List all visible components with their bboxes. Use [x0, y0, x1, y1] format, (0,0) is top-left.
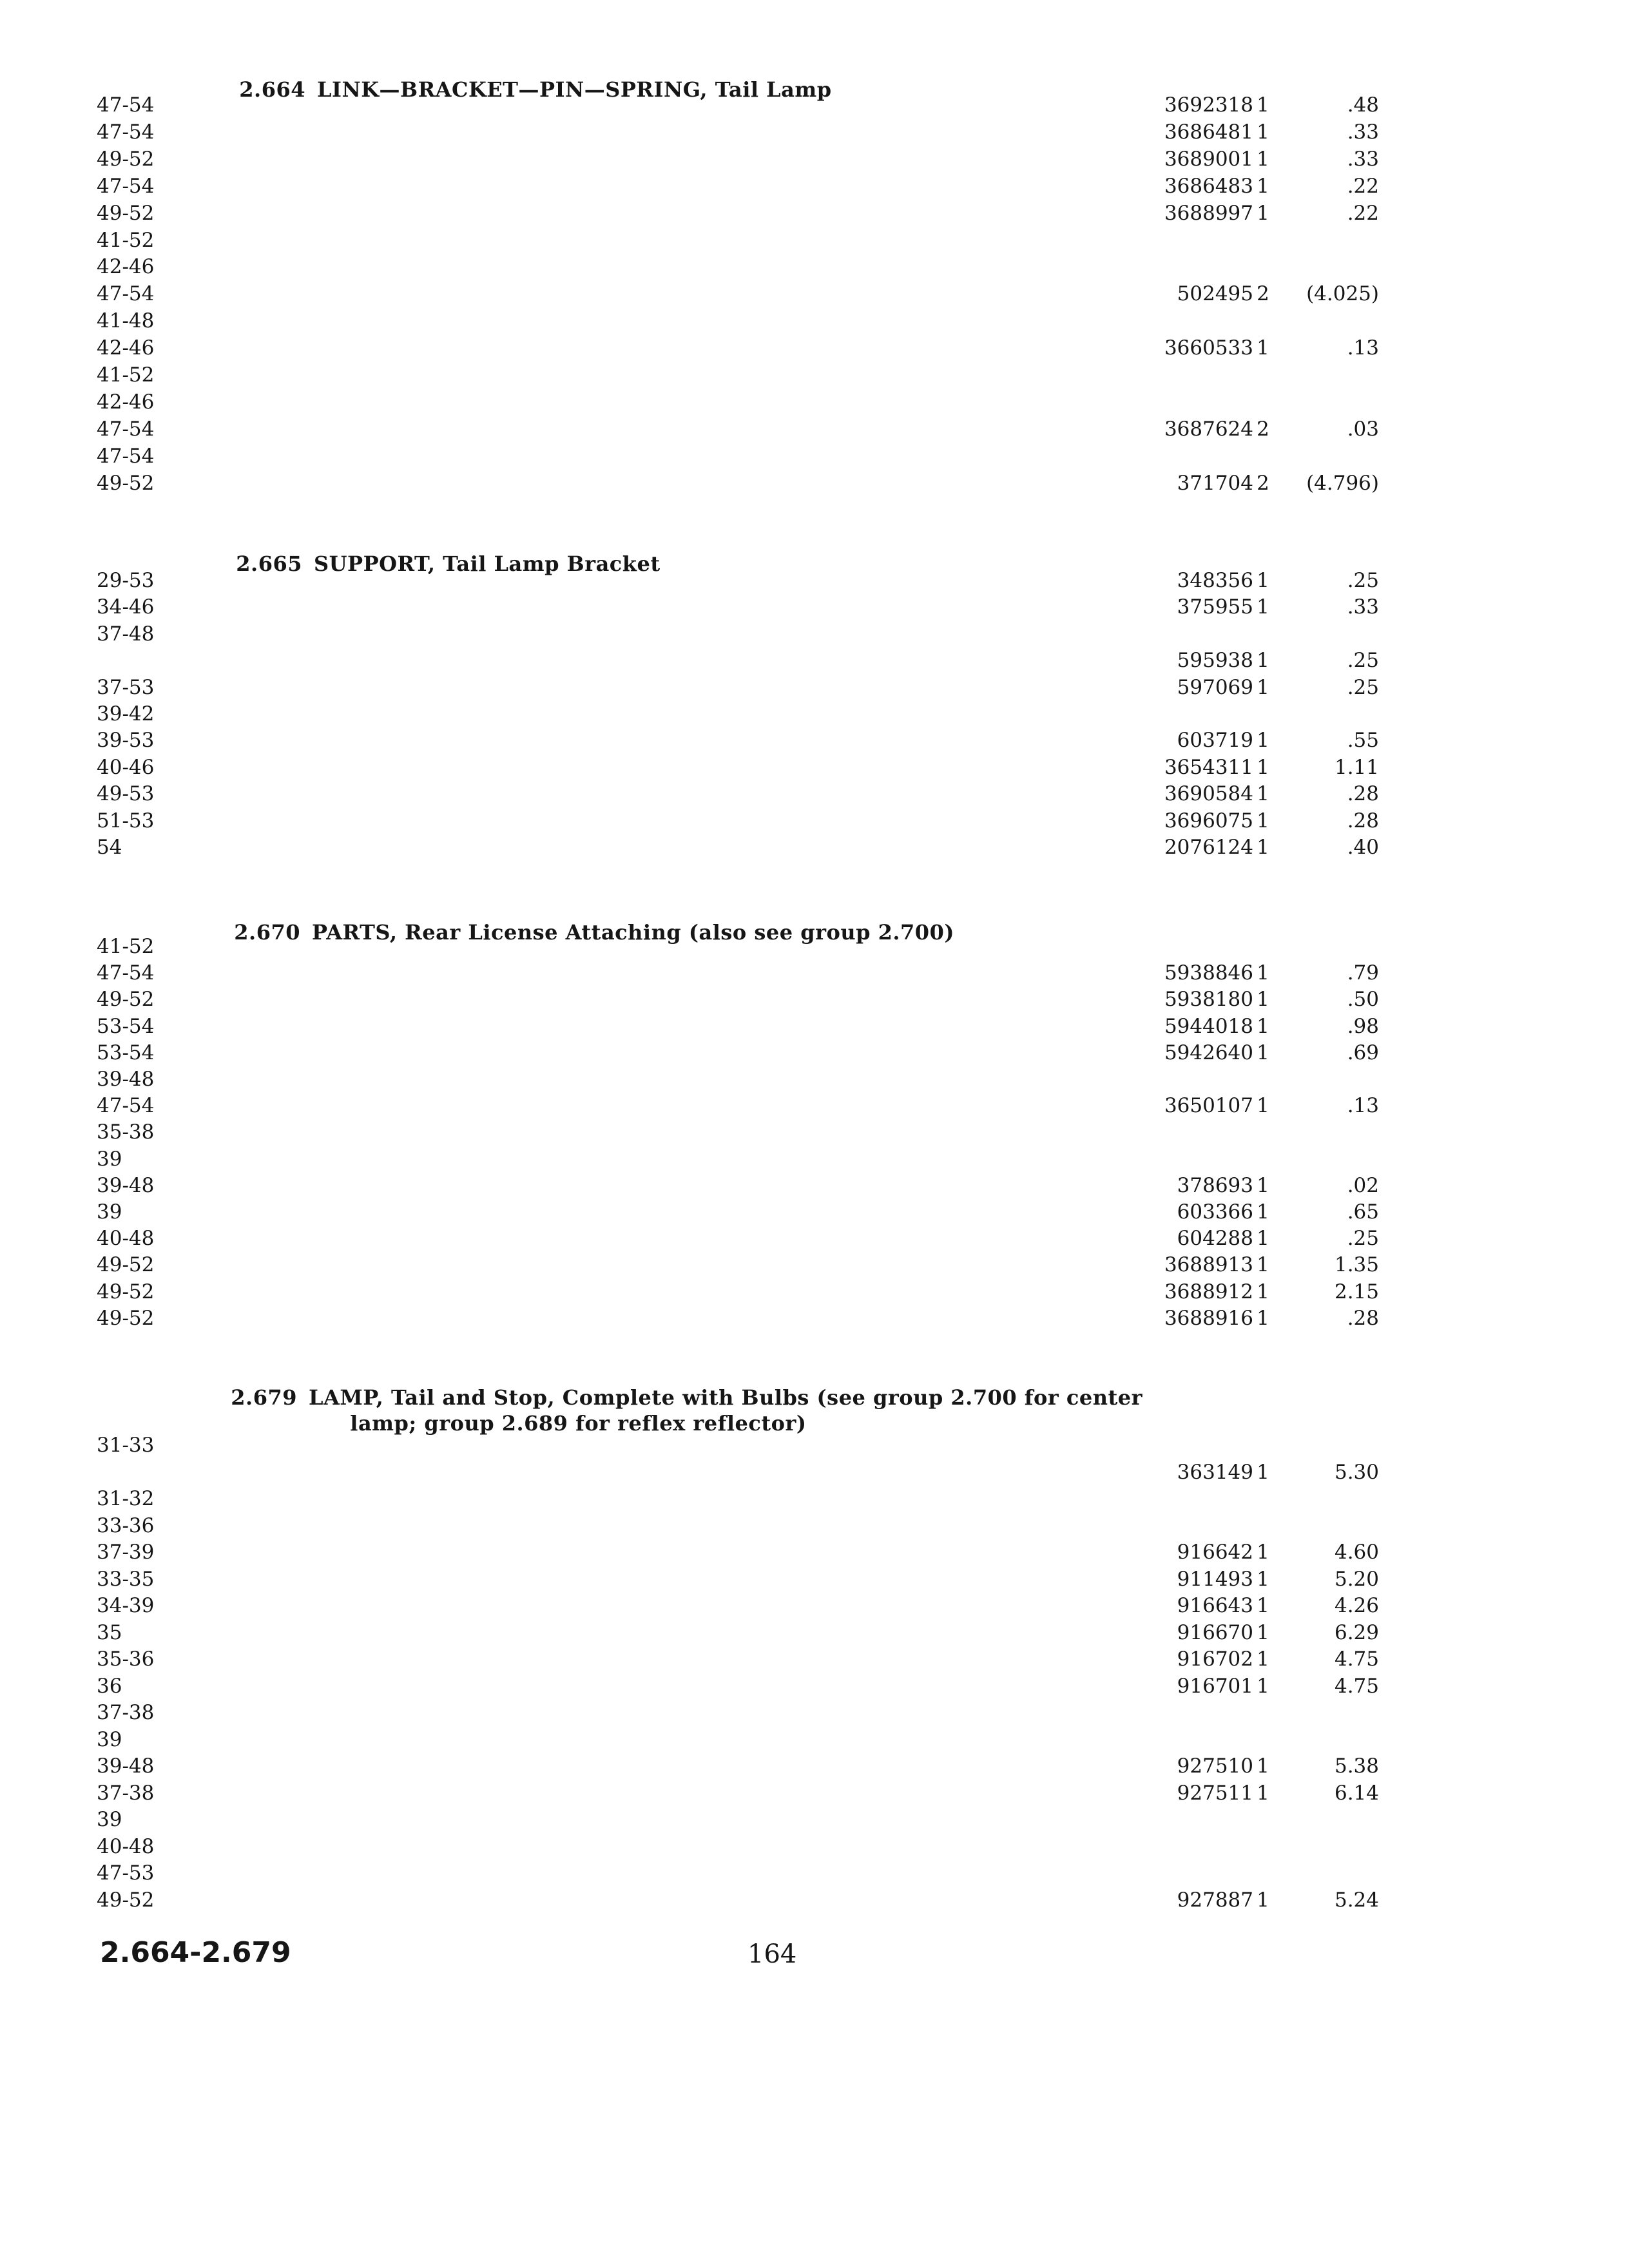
- model-years: 40-48: [97, 1227, 155, 1250]
- part-number: 3650107: [1164, 1094, 1253, 1117]
- table-row: [0, 1833, 1629, 1860]
- model-years: 39-42: [97, 702, 155, 726]
- section-heading: LAMP, Tail and Stop, Complete with Bulbs (see group 2.700 for center: [308, 1385, 1142, 1410]
- table-row: [0, 146, 1629, 173]
- table-row: [0, 1459, 1629, 1486]
- table-row: [0, 1172, 1629, 1199]
- table-row: [0, 1251, 1629, 1278]
- part-number: 3686481: [1164, 120, 1253, 144]
- model-years: 39-53: [97, 729, 155, 752]
- part-number: 916642: [1177, 1541, 1253, 1564]
- quantity: 1: [1257, 336, 1269, 360]
- quantity: 1: [1257, 1307, 1269, 1330]
- table-row: [0, 470, 1629, 497]
- price: 5.30: [1334, 1461, 1379, 1484]
- model-years: 51-53: [97, 809, 155, 832]
- price: .03: [1347, 418, 1379, 441]
- model-years: 47-54: [97, 282, 155, 305]
- section-number: 2.679: [231, 1385, 297, 1410]
- table-row: [0, 1646, 1629, 1673]
- model-years: 35: [97, 1621, 122, 1644]
- model-years: 39-48: [97, 1068, 155, 1091]
- table-row: [0, 1013, 1629, 1040]
- section-number: 2.664: [239, 77, 305, 102]
- table-row: [0, 227, 1629, 254]
- quantity: 1: [1257, 649, 1269, 672]
- table-row: [0, 1539, 1629, 1566]
- model-years: 49-52: [97, 148, 155, 171]
- part-number: 3654311: [1164, 756, 1253, 779]
- model-years: 47-54: [97, 418, 155, 441]
- model-years: 53-54: [97, 1015, 155, 1038]
- table-row: [0, 253, 1629, 280]
- table-row: [0, 1146, 1629, 1173]
- price: .69: [1347, 1041, 1379, 1064]
- price: 2.15: [1334, 1280, 1379, 1303]
- price: .50: [1347, 988, 1379, 1011]
- table-row: [0, 361, 1629, 389]
- price: .22: [1347, 202, 1379, 225]
- model-years: 49-52: [97, 202, 155, 225]
- table-row: [0, 647, 1629, 674]
- table-row: [0, 389, 1629, 416]
- table-row: [0, 1432, 1629, 1459]
- part-number: 371704: [1177, 472, 1253, 495]
- model-years: 39: [97, 1728, 122, 1751]
- table-row: [0, 834, 1629, 861]
- table-row: [0, 1485, 1629, 1512]
- table-row: [0, 754, 1629, 781]
- part-number: 3696075: [1164, 809, 1253, 832]
- quantity: 1: [1257, 1280, 1269, 1303]
- price: 4.26: [1334, 1594, 1379, 1617]
- model-years: 47-53: [97, 1861, 155, 1885]
- price: .25: [1347, 1227, 1379, 1250]
- table-row: [0, 1566, 1629, 1593]
- part-number: 3688912: [1164, 1280, 1253, 1303]
- table-row: [0, 1512, 1629, 1539]
- table-row: [0, 1119, 1629, 1146]
- part-number: 916643: [1177, 1594, 1253, 1617]
- quantity: 1: [1257, 1648, 1269, 1671]
- table-row: [0, 173, 1629, 200]
- table-row: [0, 280, 1629, 307]
- table-row: [0, 674, 1629, 701]
- model-years: 41-52: [97, 935, 155, 958]
- model-years: 40-48: [97, 1835, 155, 1858]
- part-number: 3688913: [1164, 1253, 1253, 1276]
- part-number: 3660533: [1164, 336, 1253, 360]
- model-years: 34-46: [97, 595, 155, 619]
- model-years: 39: [97, 1200, 122, 1224]
- price: .79: [1347, 961, 1379, 985]
- price: 5.24: [1334, 1888, 1379, 1912]
- table-row: [0, 700, 1629, 727]
- model-years: 49-52: [97, 1888, 155, 1912]
- part-number: 597069: [1177, 676, 1253, 699]
- section-number: 2.670: [234, 920, 300, 945]
- quantity: 1: [1257, 756, 1269, 779]
- model-years: 41-52: [97, 229, 155, 252]
- part-number: 3686483: [1164, 175, 1253, 198]
- quantity: 1: [1257, 595, 1269, 619]
- price: .98: [1347, 1015, 1379, 1038]
- model-years: 41-48: [97, 309, 155, 332]
- table-row: [0, 91, 1629, 119]
- page-number: 164: [747, 1939, 797, 1969]
- model-years: 39: [97, 1808, 122, 1831]
- price: .13: [1347, 336, 1379, 360]
- price: .65: [1347, 1200, 1379, 1224]
- table-row: [0, 986, 1629, 1013]
- model-years: 39: [97, 1148, 122, 1171]
- section-number: 2.665: [236, 552, 302, 576]
- quantity: 1: [1257, 1200, 1269, 1224]
- model-years: 35-38: [97, 1120, 155, 1144]
- model-years: 49-52: [97, 1307, 155, 1330]
- price: (4.796): [1306, 472, 1379, 495]
- model-years: 42-46: [97, 255, 155, 278]
- price: 4.75: [1334, 1675, 1379, 1698]
- table-row: [0, 959, 1629, 986]
- quantity: 1: [1257, 1675, 1269, 1698]
- price: .28: [1347, 782, 1379, 805]
- table-row: [0, 1619, 1629, 1646]
- quantity: 1: [1257, 836, 1269, 859]
- quantity: 1: [1257, 175, 1269, 198]
- quantity: 1: [1257, 1094, 1269, 1117]
- model-years: 37-38: [97, 1701, 155, 1724]
- table-row: [0, 119, 1629, 146]
- price: (4.025): [1306, 282, 1379, 305]
- price: .55: [1347, 729, 1379, 752]
- model-years: 54: [97, 836, 122, 859]
- table-row: [0, 1887, 1629, 1914]
- price: .28: [1347, 809, 1379, 832]
- group-range-footer: 2.664-2.679: [100, 1936, 291, 1969]
- quantity: 1: [1257, 1015, 1269, 1038]
- part-number: 3689001: [1164, 148, 1253, 171]
- model-years: 47-54: [97, 1094, 155, 1117]
- model-years: 33-36: [97, 1514, 155, 1537]
- section-heading-continued: lamp; group 2.689 for reflex reflector): [350, 1411, 807, 1436]
- model-years: 49-52: [97, 472, 155, 495]
- table-row: [0, 1673, 1629, 1700]
- price: .33: [1347, 595, 1379, 619]
- table-row: [0, 416, 1629, 443]
- price: .40: [1347, 836, 1379, 859]
- price: 1.11: [1334, 756, 1379, 779]
- part-number: 927510: [1177, 1754, 1253, 1778]
- table-row: [0, 1753, 1629, 1780]
- price: .48: [1347, 93, 1379, 117]
- table-row: [0, 1699, 1629, 1726]
- price: .25: [1347, 676, 1379, 699]
- quantity: 1: [1257, 93, 1269, 117]
- part-number: 911493: [1177, 1568, 1253, 1591]
- quantity: 1: [1257, 1594, 1269, 1617]
- model-years: 36: [97, 1675, 122, 1698]
- quantity: 1: [1257, 1227, 1269, 1250]
- price: .22: [1347, 175, 1379, 198]
- quantity: 1: [1257, 1253, 1269, 1276]
- model-years: 35-36: [97, 1648, 155, 1671]
- part-number: 5942640: [1164, 1041, 1253, 1064]
- table-row: [0, 1860, 1629, 1887]
- part-number: 378693: [1177, 1174, 1253, 1197]
- table-row: [0, 807, 1629, 834]
- part-number: 916701: [1177, 1675, 1253, 1698]
- part-number: 927887: [1177, 1888, 1253, 1912]
- table-row: [0, 567, 1629, 594]
- section-heading: SUPPORT, Tail Lamp Bracket: [313, 552, 660, 576]
- part-number: 5944018: [1164, 1015, 1253, 1038]
- quantity: 2: [1257, 418, 1269, 441]
- table-row: [0, 1198, 1629, 1225]
- part-number: 5938846: [1164, 961, 1253, 985]
- model-years: 29-53: [97, 569, 155, 592]
- part-number: 375955: [1177, 595, 1253, 619]
- part-number: 603719: [1177, 729, 1253, 752]
- table-row: [0, 1726, 1629, 1753]
- part-number: 363149: [1177, 1461, 1253, 1484]
- price: .33: [1347, 148, 1379, 171]
- part-number: 5938180: [1164, 988, 1253, 1011]
- quantity: 1: [1257, 961, 1269, 985]
- part-number: 916702: [1177, 1648, 1253, 1671]
- quantity: 1: [1257, 148, 1269, 171]
- model-years: 37-48: [97, 622, 155, 646]
- part-number: 348356: [1177, 569, 1253, 592]
- part-number: 927511: [1177, 1782, 1253, 1805]
- model-years: 49-52: [97, 1280, 155, 1303]
- model-years: 39-48: [97, 1754, 155, 1778]
- quantity: 1: [1257, 569, 1269, 592]
- quantity: 1: [1257, 1888, 1269, 1912]
- price: 5.38: [1334, 1754, 1379, 1778]
- quantity: 1: [1257, 1621, 1269, 1644]
- quantity: 1: [1257, 1754, 1269, 1778]
- price: 6.14: [1334, 1782, 1379, 1805]
- table-row: [0, 620, 1629, 648]
- model-years: 33-35: [97, 1568, 155, 1591]
- model-years: 47-54: [97, 93, 155, 117]
- quantity: 1: [1257, 120, 1269, 144]
- section-heading: PARTS, Rear License Attaching (also see group 2.700): [311, 920, 954, 945]
- price: .25: [1347, 569, 1379, 592]
- quantity: 1: [1257, 988, 1269, 1011]
- table-row: [0, 443, 1629, 470]
- part-number: 916670: [1177, 1621, 1253, 1644]
- model-years: 49-52: [97, 988, 155, 1011]
- quantity: 2: [1257, 472, 1269, 495]
- model-years: 41-52: [97, 363, 155, 387]
- part-number: 2076124: [1164, 836, 1253, 859]
- table-row: [0, 1039, 1629, 1066]
- table-row: [0, 727, 1629, 754]
- table-row: [0, 1592, 1629, 1619]
- price: 5.20: [1334, 1568, 1379, 1591]
- part-number: 3687624: [1164, 418, 1253, 441]
- quantity: 1: [1257, 1568, 1269, 1591]
- model-years: 40-46: [97, 756, 155, 779]
- model-years: 47-54: [97, 175, 155, 198]
- quantity: 1: [1257, 202, 1269, 225]
- model-years: 47-54: [97, 445, 155, 468]
- quantity: 1: [1257, 1782, 1269, 1805]
- quantity: 1: [1257, 729, 1269, 752]
- table-row: [0, 1066, 1629, 1093]
- part-number: 3688997: [1164, 202, 1253, 225]
- model-years: 42-46: [97, 390, 155, 414]
- model-years: 37-38: [97, 1782, 155, 1805]
- model-years: 37-39: [97, 1541, 155, 1564]
- part-number: 502495: [1177, 282, 1253, 305]
- table-row: [0, 200, 1629, 227]
- quantity: 1: [1257, 676, 1269, 699]
- price: .28: [1347, 1307, 1379, 1330]
- model-years: 42-46: [97, 336, 155, 360]
- part-number: 3692318: [1164, 93, 1253, 117]
- quantity: 2: [1257, 282, 1269, 305]
- table-row: [0, 1780, 1629, 1807]
- model-years: 53-54: [97, 1041, 155, 1064]
- quantity: 1: [1257, 1461, 1269, 1484]
- part-number: 3690584: [1164, 782, 1253, 805]
- model-years: 31-33: [97, 1434, 155, 1457]
- price: .02: [1347, 1174, 1379, 1197]
- price: 1.35: [1334, 1253, 1379, 1276]
- model-years: 37-53: [97, 676, 155, 699]
- table-row: [0, 307, 1629, 334]
- table-row: [0, 780, 1629, 807]
- quantity: 1: [1257, 782, 1269, 805]
- table-row: [0, 334, 1629, 361]
- part-number: 604288: [1177, 1227, 1253, 1250]
- model-years: 49-53: [97, 782, 155, 805]
- table-row: [0, 933, 1629, 960]
- table-row: [0, 1806, 1629, 1833]
- price: 4.60: [1334, 1541, 1379, 1564]
- price: 6.29: [1334, 1621, 1379, 1644]
- model-years: 47-54: [97, 120, 155, 144]
- quantity: 1: [1257, 1174, 1269, 1197]
- model-years: 47-54: [97, 961, 155, 985]
- price: .13: [1347, 1094, 1379, 1117]
- table-row: [0, 593, 1629, 620]
- model-years: 49-52: [97, 1253, 155, 1276]
- price: .33: [1347, 120, 1379, 144]
- part-number: 3688916: [1164, 1307, 1253, 1330]
- part-number: 595938: [1177, 649, 1253, 672]
- section-heading: LINK—BRACKET—PIN—SPRING, Tail Lamp: [316, 77, 832, 102]
- model-years: 34-39: [97, 1594, 155, 1617]
- table-row: [0, 1278, 1629, 1305]
- model-years: 39-48: [97, 1174, 155, 1197]
- table-row: [0, 1305, 1629, 1332]
- price: .25: [1347, 649, 1379, 672]
- section-title-2-679-line2: [335, 1387, 807, 1436]
- price: 4.75: [1334, 1648, 1379, 1671]
- part-number: 603366: [1177, 1200, 1253, 1224]
- quantity: 1: [1257, 1541, 1269, 1564]
- model-years: 31-32: [97, 1487, 155, 1510]
- table-row: [0, 1225, 1629, 1252]
- table-row: [0, 1092, 1629, 1119]
- quantity: 1: [1257, 809, 1269, 832]
- quantity: 1: [1257, 1041, 1269, 1064]
